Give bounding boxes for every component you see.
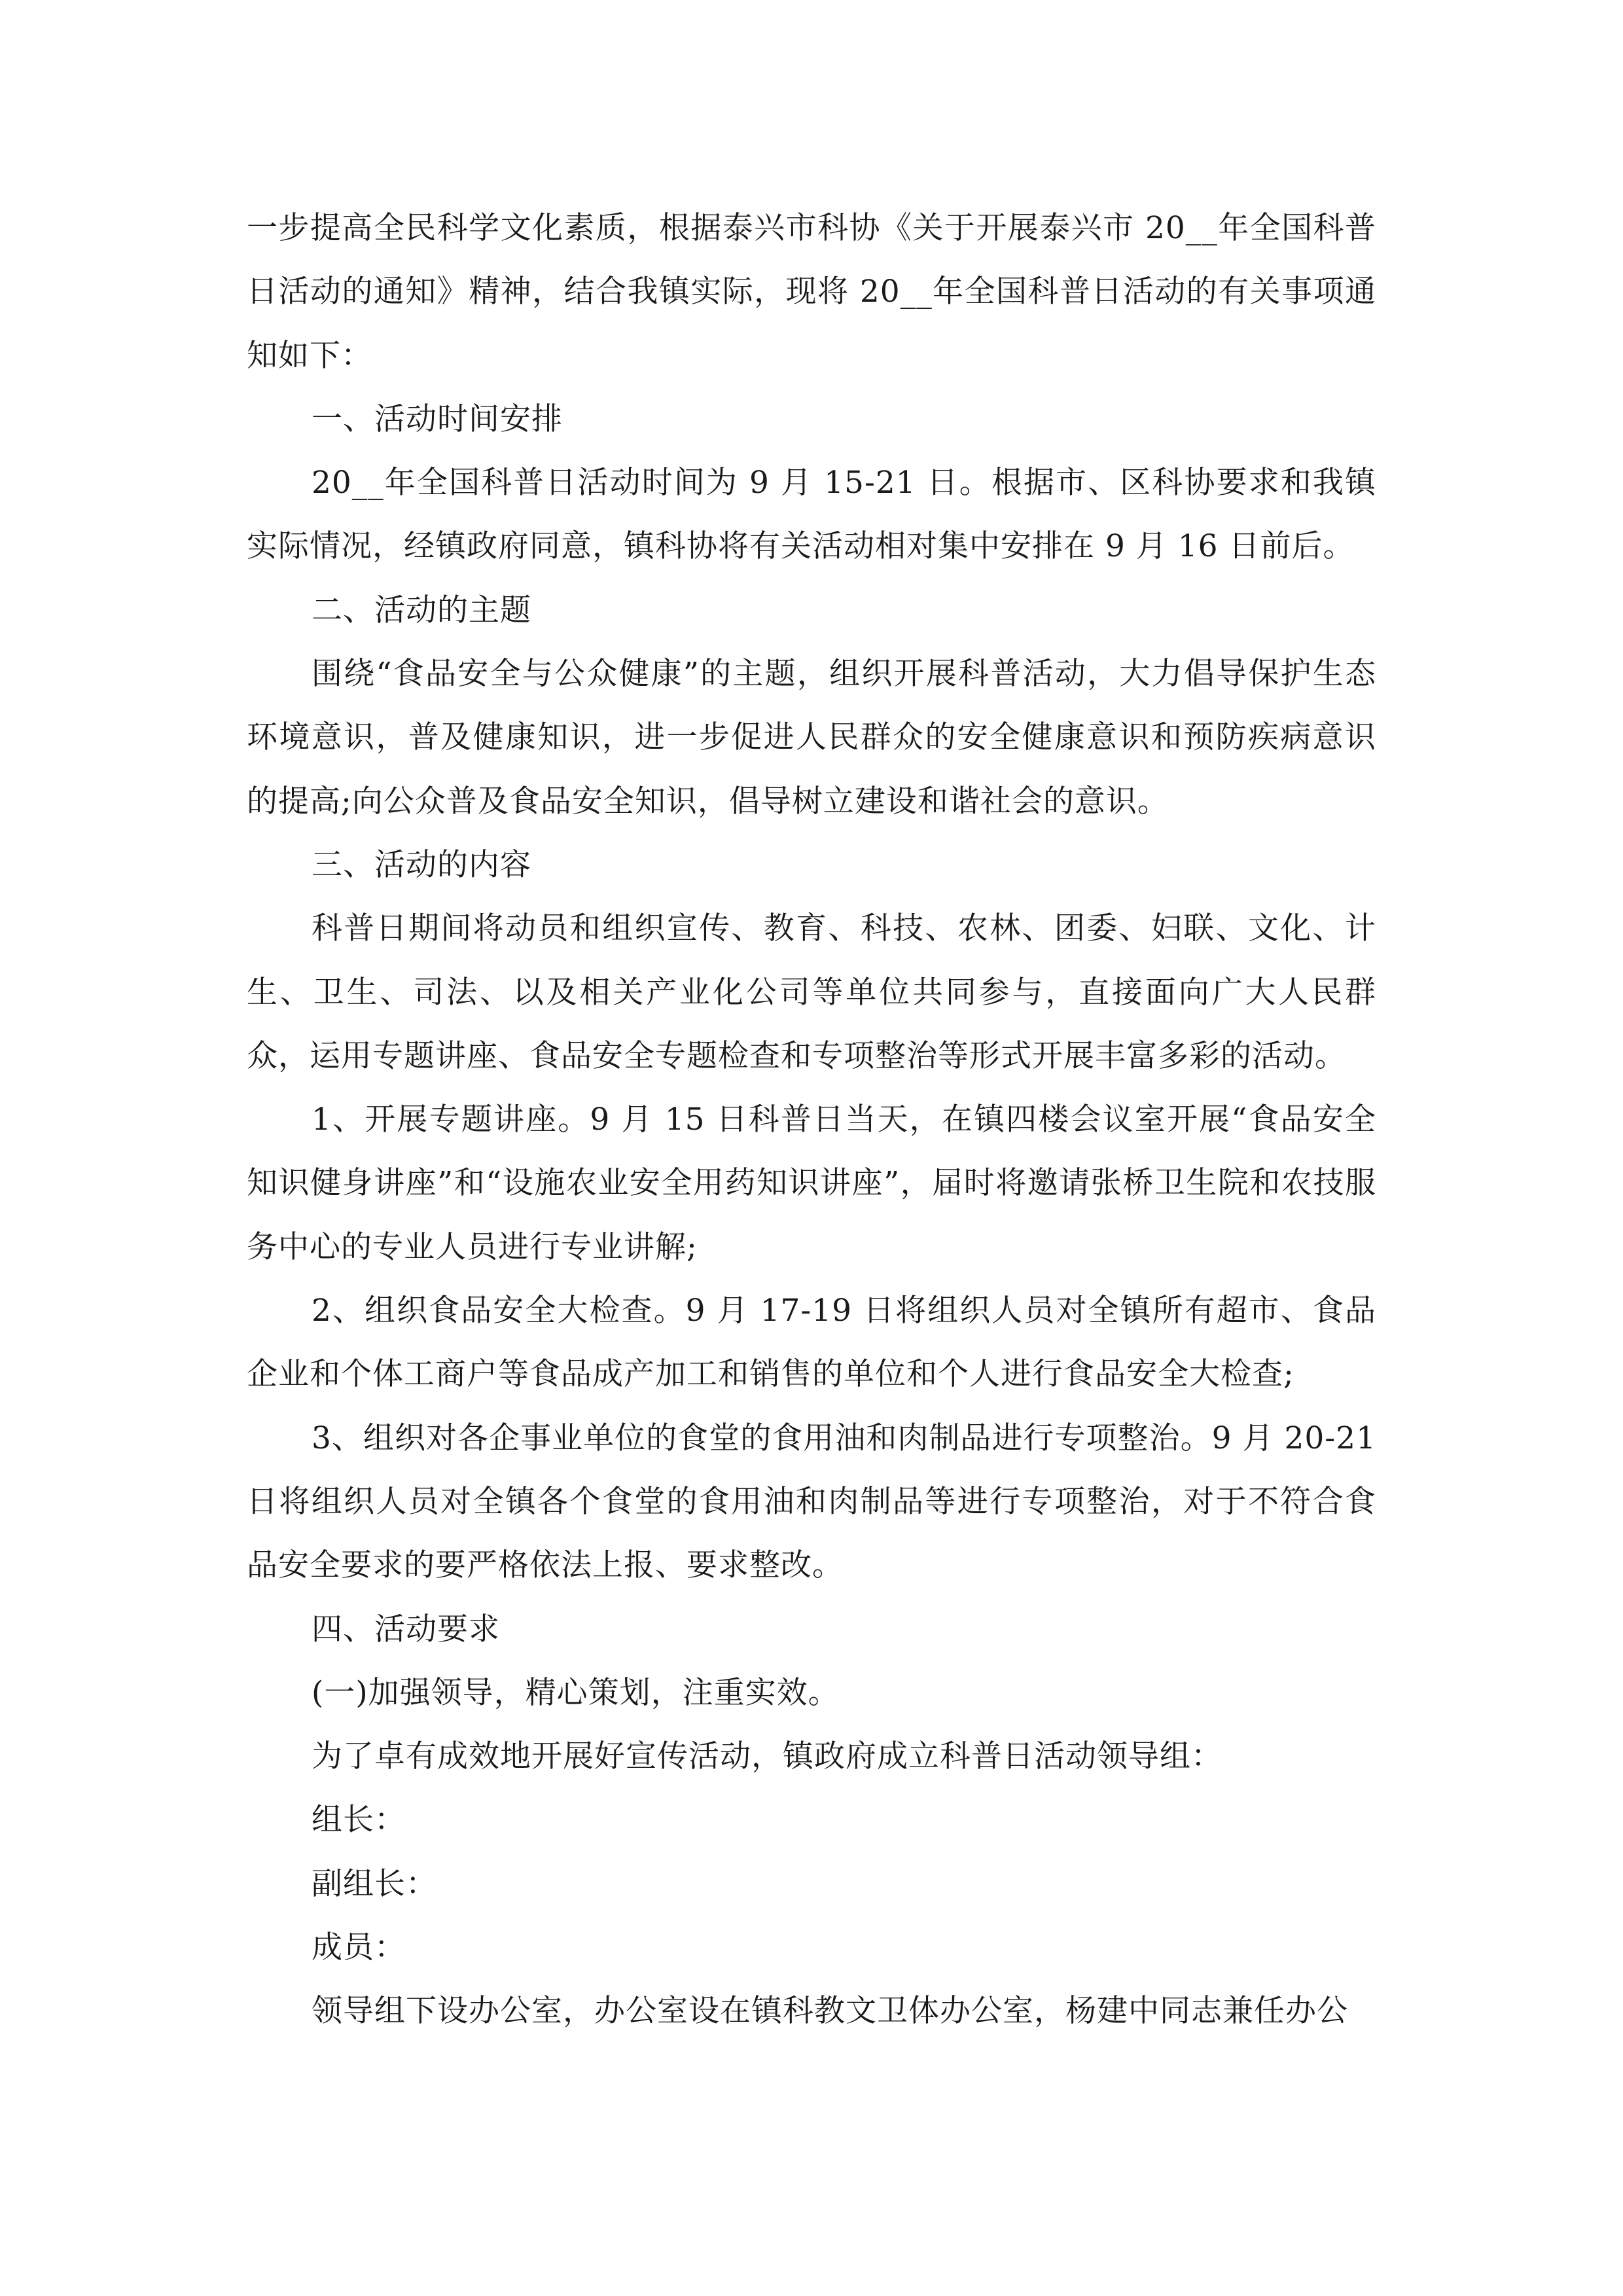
leadership-group-paragraph: 为了卓有成效地开展好宣传活动，镇政府成立科普日活动领导组： (312, 1738, 1222, 1775)
content-item-lecture: 1、开展专题讲座。9 月 15 日科普日当天，在镇四楼会议室开展“食品安全知识健身讲座”和“设施农业安全用药知识讲座”，届时将邀请张桥卫生院和农技服务中心的专业人员进行专业讲解; (247, 1102, 1376, 1265)
document-body (247, 196, 1387, 2043)
section-heading-theme: 二、活动的主题 (312, 592, 531, 628)
content-paragraph: 科普日期间将动员和组织宣传、教育、科技、农林、团委、妇联、文化、计生、卫生、司法、以及相关产业化公司等单位共同参与，直接面向广大人民群众，运用专题讲座、食品安全专题检查和专项整治等形式开展丰富多彩的活动。 (247, 910, 1376, 1074)
requirement-item-leadership: (一)加强领导，精心策划，注重实效。 (312, 1674, 840, 1711)
content-item-inspection: 2、组织食品安全大检查。9 月 17-19 日将组织人员对全镇所有超市、食品企业和个体工商户等食品成产加工和销售的单位和个人进行食品安全大检查; (247, 1293, 1376, 1393)
office-paragraph: 领导组下设办公室，办公室设在镇科教文卫体办公室，杨建中同志兼任办公 (312, 1993, 1348, 2030)
intro-paragraph: 一步提高全民科学文化素质，根据泰兴市科协《关于开展泰兴市 20__年全国科普日活动的通知》精神，结合我镇实际，现将 20__年全国科普日活动的有关事项通知如下： (247, 210, 1376, 374)
section-heading-schedule: 一、活动时间安排 (312, 401, 563, 437)
members-line: 成员： (312, 1929, 406, 1966)
deputy-leader-line: 副组长： (312, 1865, 437, 1902)
section-heading-requirements: 四、活动要求 (312, 1611, 500, 1647)
content-item-rectification: 3、组织对各企事业单位的食堂的食用油和肉制品进行专项整治。9 月 20-21 日将组织人员对全镇各个食堂的食用油和肉制品等进行专项整治，对于不符合食品安全要求的要严格依法上报、要求整改。 (247, 1420, 1387, 1584)
section-heading-content: 三、活动的内容 (312, 846, 531, 883)
schedule-paragraph: 20__年全国科普日活动时间为 9 月 15-21 日。根据市、区科协要求和我镇实际情况，经镇政府同意，镇科协将有关活动相对集中安排在 9 月 16 日前后。 (247, 465, 1376, 565)
theme-paragraph: 围绕“食品安全与公众健康”的主题，组织开展科普活动，大力倡导保护生态环境意识，普及健康知识，进一步促进人民群众的安全健康意识和预防疾病意识的提高;向公众普及食品安全知识，倡导树立建设和谐社会的意识。 (247, 656, 1376, 819)
group-leader-line: 组长： (312, 1802, 406, 1839)
